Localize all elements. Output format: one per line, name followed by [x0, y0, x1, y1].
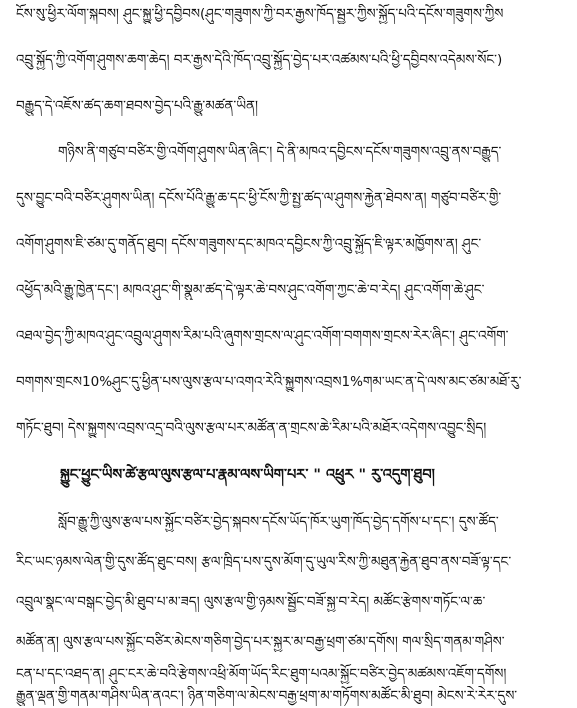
paragraph-2-line-1: གཉིས་ནི་གཙུབ་བཙིར་གྱི་འགོག་ཤུགས་ཡིན་ཞིང་། དེ་ནི་མཁའ་དབྱིངས་དངོས་གཟུགས་འབྲུ་ནས་བརྒྱུད་ [58, 144, 502, 160]
paragraph-1-line-1: ངོས་སུ་ཕྱིར་ལོག་སྐབས། ཤུང་སྐྱུ་ཕྱི་དབྱིབས(ཤུང་གཟུགས་ཀྱི་བར་རྒྱས་ཁོད་སྦྱར་ཀྱིས་སྐྱོད་པའི་དངོས་གཟུགས་ཀྱིས [16, 6, 504, 22]
section-heading: སྐྱུང་ཕྱུང་ཡིས་ཚེ་རྩལ་ལུས་རྩལ་པ་རྣམ་ལས་ཡིག་པར་ " འཕྲུར " རུ་འདུག་ཐུབ། [60, 467, 435, 483]
paragraph-2-line-5: འཐལ་བྱེད་ཀྱི་མཁའ་ཤུང་འབྲུལ་ཤུགས་རིམ་པའི་ཞུགས་གྲངས་ལ་ཤུང་འགོག་བགགས་གྲངས་རེར་ཞིང་། ཤུང་འགོག་ [16, 328, 509, 344]
paragraph-2-line-3: འགོག་ཤུགས་ཇི་ཙམ་དུ་གནོད་ཐུབ། དངོས་གཟུགས་དང་མཁའ་དབྱིངས་ཀྱི་འབྲུ་སྐྱོད་ཇི་ལྟར་མཁྱོགས་ན། ཤུང་ [16, 236, 482, 252]
paragraph-3-line-4: མཚོན་ན། ལུས་རྩལ་པས་སྐྱོང་བཙིར་མེངས་གཅིག་བྱེད་པར་སྐྱར་མ་བརྒྱ་ཕྲག་ཙམ་དགོས། གལ་སྲིད་གནམ་གཤིས་ [16, 634, 505, 650]
paragraph-3-line-2: རིང་ཡང་ཉམས་ལེན་གྱི་དུས་ཚོད་ཐུང་བས། རྩལ་ཁྲིད་པས་དུས་མོག་དུ་ཡུལ་རིས་ཀྱི་མཐུན་རྐྱེན་ཐུབ་ནས་བཟོ་ལྟ་དང་ [16, 554, 512, 570]
paragraph-1-line-3: བརྒྱུད་དེ་འཇོས་ཚད་ཆག་ཐབས་བྱེད་པའི་རྒྱུ་མཚན་ཡིན། [16, 98, 258, 114]
paragraph-3-line-1: སློབ་རྒྱུ་ཀྱི་ལུས་རྩལ་པས་སྐྱོང་བཙིར་བྱེད་སྐབས་དངོས་ཡོད་ཁོར་ཡུག་ཁོད་བྱེད་དགོས་པ་དང་། དུས་ཚོད་ [58, 514, 499, 530]
paragraph-3-line-5: ངན་པ་དང་འཐད་ན། ཤུང་ངར་ཆེ་བའི་རྩེགས་འཕྲི་མོག་ཡོད་རིང་ཐུག་པའམ་སྐྱོང་བཙིར་བྱེད་མཚམས་འཇོག་དགོས། [16, 666, 507, 682]
paragraph-3-line-3: འབྲུལ་སྣང་ལ་བསྒང་བྱེད་མི་ཐུབ་པ་མ་ཟད། ལུས་རྩལ་གྱི་ཉམས་སྦྱོང་བཟོ་སྐྱ་བ་རེད། མཚོང་རྩེགས་གཏོང་ལ་ཆ་ [16, 594, 486, 610]
paragraph-2-line-7: གཏོང་ཐུབ། དེས་སྐྱུགས་འབྲས་འདྲ་བའི་ལུས་རྩལ་པར་མཚོན་ན་གྲངས་ཆེ་རིམ་པའི་མཐོར་འདེགས་འབྱུང་སྲིད། [16, 420, 487, 436]
paragraph-2-line-6: བགགས་གྲངས10%ཤུང་དུ་ཕྱིན་པས་ལུས་རྩལ་པ་འགའ་རེའི་སྐྱུགས་འབྲས1%གམ་ཡང་ན་དེ་ལས་མང་ཙམ་མཐོ་རུ་ [16, 374, 522, 390]
paragraph-3-line-6: རྒྱུན་ལྡན་གྱི་གནམ་གཤིས་ཡིན་ནའང་། ཉིན་གཅིག་ལ་མེངས་བརྒྱ་ཕྲག་མ་གཏོགས་མཚོང་མི་ཐུབ། མེངས་རེ་རེར་དུས་ [16, 688, 518, 704]
paragraph-2-line-2: དུས་བྱུང་བའི་བཙིར་ཤུགས་ཡིན། དངོས་པོའི་རྒྱུ་ཆ་དང་ཕྱི་ངོས་ཀྱི་སྤྱ་ཚད་ལ་ཤུགས་རྐྱེན་ཐེབས་ན། གཙུབ་བཙིར་གྱི་ [16, 190, 502, 206]
paragraph-1-line-2: འབྲུ་སྐྱོད་ཀྱི་འགོག་ཤུགས་ཆག་ཆེད། བར་རྒྱས་དེའི་ཁོད་འབྲུ་སྐྱོད་བྱེད་པར་འཚམས་པའི་ཕྱི་དབྱིབས་འདེམས་སོང་) [16, 52, 503, 68]
paragraph-2-line-4: འཕྱོད་མའི་རྒྱུ་ཁྱེན་དང་། མཁའ་ཤུང་གི་སྣུམ་ཚད་དེ་ལྟར་ཆེ་བས་ཤུང་འགོག་ཀྱང་ཆེ་བ་རེད། ཤུང་འགོག་ཆེ་ཤུང་ [16, 282, 485, 298]
